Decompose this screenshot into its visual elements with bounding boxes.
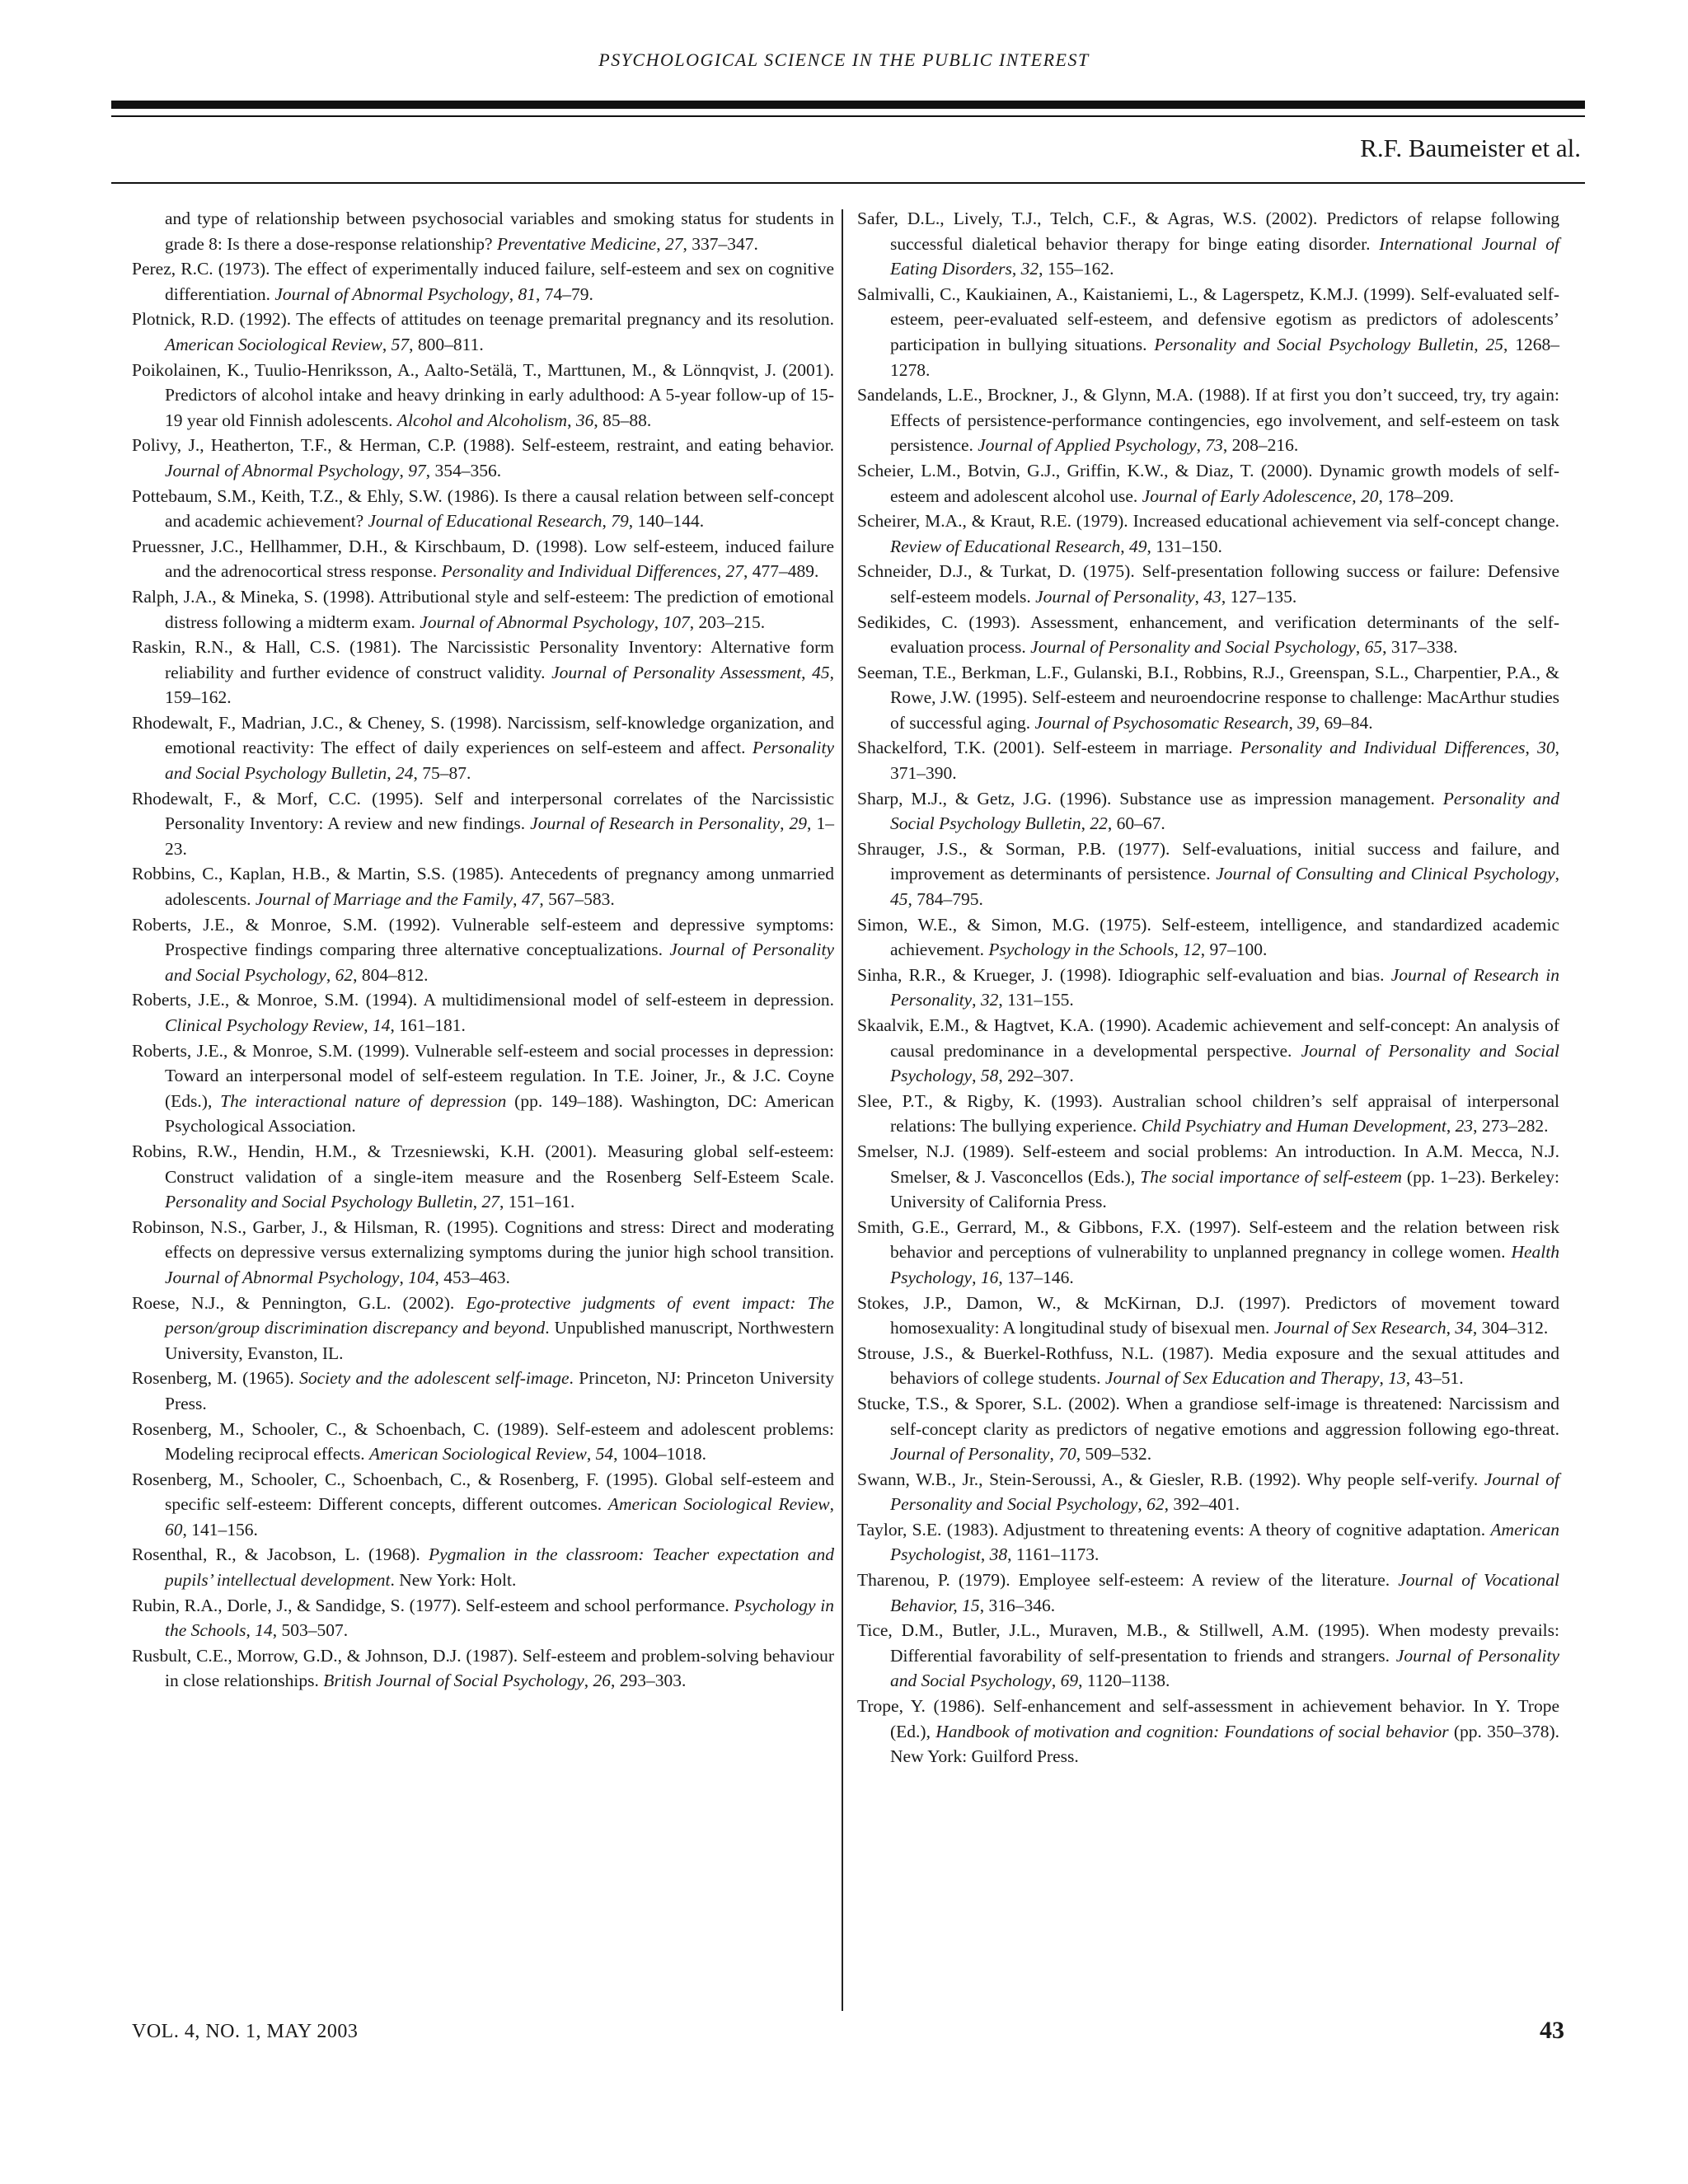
reference-text: , 337–347. bbox=[682, 233, 758, 254]
reference-text: Rhodewalt, F., Madrian, J.C., & Cheney, S. (1998). Narcissism, self-knowledge organization, and emotional reactivity: The effect of daily experiences on self-esteem and affect. bbox=[132, 712, 834, 758]
reference-text: , bbox=[382, 334, 392, 354]
reference-text: Seeman, T.E., Berkman, L.F., Gulanski, B.I., Robbins, R.J., Greenspan, S.L., Charpentier, P.A., & Rowe, J.W. (1995). Self-esteem and neuroendocrine response to challenge: MacArthur studies of successful aging. bbox=[857, 662, 1559, 733]
reference-text: , 477–489. bbox=[743, 561, 819, 582]
reference-italic-text: Journal of Sex Research bbox=[1273, 1318, 1447, 1338]
reference-entry bbox=[132, 1467, 834, 1543]
reference-text: , bbox=[1196, 435, 1206, 456]
reference-text: Strouse, J.S., & Buerkel-Rothfuss, N.L. (1987). Media exposure and the sexual attitudes and behaviors of college students. bbox=[857, 1343, 1559, 1389]
reference-text: , bbox=[1474, 334, 1486, 354]
reference-italic-text: 20 bbox=[1360, 485, 1379, 506]
reference-italic-text: 27 bbox=[725, 561, 743, 582]
reference-text: , 1–23. bbox=[165, 813, 834, 859]
reference-text: , 304–312. bbox=[1472, 1318, 1549, 1338]
reference-italic-text: Review of Educational Research bbox=[890, 536, 1121, 556]
reference-entry bbox=[132, 1542, 834, 1592]
reference-text: Simon, W.E., & Simon, M.G. (1975). Self-esteem, intelligence, and standardized academic achievement. bbox=[857, 914, 1559, 960]
reference-entry bbox=[132, 307, 834, 357]
reference-text: , bbox=[780, 813, 790, 834]
reference-italic-text: 29 bbox=[789, 813, 808, 834]
reference-text: Sinha, R.R., & Krueger, J. (1998). Idiographic self-evaluation and bias. bbox=[857, 964, 1391, 985]
reference-text: , bbox=[586, 1444, 596, 1465]
reference-italic-text: 79 bbox=[611, 511, 629, 532]
reference-entry bbox=[857, 1467, 1559, 1517]
reference-text: . New York: Holt. bbox=[390, 1570, 517, 1591]
reference-text: . Princeton, NJ: Princeton University Press. bbox=[165, 1368, 834, 1413]
reference-entry bbox=[857, 1139, 1559, 1215]
reference-text: Smith, G.E., Gerrard, M., & Gibbons, F.X. (1997). Self-esteem and the relation between risk behavior and perceptions of vulnerability to unplanned pregnancy in college women. bbox=[857, 1216, 1559, 1263]
reference-entry bbox=[857, 1517, 1559, 1568]
reference-text: , bbox=[1011, 259, 1021, 279]
reference-text: , bbox=[363, 1015, 373, 1035]
reference-entry bbox=[132, 484, 834, 534]
reference-text: Rubin, R.A., Dorle, J., & Sandidge, S. (1977). Self-esteem and school performance. bbox=[132, 1595, 734, 1615]
reference-text: , 784–795. bbox=[907, 889, 983, 910]
reference-italic-text: Handbook of motivation and cognition: Foundations of social behavior bbox=[935, 1721, 1449, 1741]
reference-entry bbox=[132, 256, 834, 307]
reference-text: Smelser, N.J. (1989). Self-esteem and social problems: An introduction. In A.M. Mecca, N.J. Smelser, & J. Vasconcellos (Eds.), bbox=[857, 1141, 1559, 1187]
reference-text: Schneider, D.J., & Turkat, D. (1975). Self-presentation following success or failure: Defensive self-esteem models. bbox=[857, 561, 1559, 607]
reference-text: (pp. 1–23). Berkeley: University of California Press. bbox=[890, 1166, 1559, 1212]
reference-text: , 1268–1278. bbox=[890, 334, 1559, 380]
reference-text: Rhodewalt, F., & Morf, C.C. (1995). Self and interpersonal correlates of the Narcissistic Personality Inventory: A review and new findings. bbox=[132, 788, 834, 834]
reference-entry bbox=[857, 206, 1559, 282]
reference-text: , 60–67. bbox=[1107, 813, 1165, 834]
reference-entry bbox=[857, 912, 1559, 963]
reference-text: , 151–161. bbox=[499, 1192, 575, 1212]
reference-entry bbox=[857, 458, 1559, 509]
reference-text: , 178–209. bbox=[1378, 485, 1454, 506]
reference-italic-text: American Sociological Review bbox=[165, 334, 382, 354]
reference-text: , bbox=[1174, 940, 1184, 960]
reference-text: , 203–215. bbox=[689, 612, 766, 632]
reference-italic-text: 49 bbox=[1128, 536, 1147, 556]
reference-text: , bbox=[1051, 1671, 1061, 1691]
reference-text: , 354–356. bbox=[425, 460, 502, 480]
reference-text: , bbox=[1137, 1494, 1147, 1515]
reference-italic-text: Journal of Personality and Social Psychology bbox=[890, 1469, 1559, 1515]
reference-entry bbox=[132, 1291, 834, 1366]
reference-italic-text: 58 bbox=[980, 1066, 999, 1086]
reference-italic-text: 97 bbox=[408, 460, 426, 480]
reference-text: , 371–390. bbox=[890, 738, 1559, 784]
reference-text: , 509–532. bbox=[1076, 1444, 1152, 1465]
reference-text: , bbox=[1288, 712, 1298, 733]
reference-text: , bbox=[567, 410, 576, 430]
reference-entry bbox=[132, 1417, 834, 1467]
reference-text: , 503–507. bbox=[272, 1620, 349, 1641]
reference-text: , bbox=[1120, 536, 1129, 556]
reference-entry bbox=[132, 358, 834, 434]
reference-entry bbox=[132, 1215, 834, 1291]
reference-text: , bbox=[1446, 1116, 1456, 1137]
reference-text: , bbox=[399, 1267, 409, 1287]
reference-italic-text: American Psychologist bbox=[890, 1519, 1559, 1565]
reference-italic-text: Journal of Sex Education and Therapy bbox=[1104, 1368, 1380, 1389]
reference-text: , bbox=[829, 1494, 834, 1515]
reference-italic-text: 27 bbox=[664, 233, 683, 254]
reference-italic-text: Journal of Abnormal Psychology bbox=[420, 612, 654, 632]
reference-text: , 137–146. bbox=[998, 1267, 1074, 1287]
reference-italic-text: Journal of Personality and Social Psychology bbox=[1030, 637, 1356, 658]
reference-text: Tice, D.M., Butler, J.L., Muraven, M.B., & Stillwell, A.M. (1995). When modesty prevails: Differential favorability of self-presentation to friends and strangers. bbox=[857, 1620, 1559, 1666]
reference-text: , bbox=[513, 889, 522, 910]
reference-italic-text: 26 bbox=[593, 1671, 612, 1691]
reference-entry bbox=[132, 861, 834, 912]
reference-italic-text: 36 bbox=[575, 410, 594, 430]
reference-entry bbox=[132, 1366, 834, 1416]
reference-text: , 131–155. bbox=[998, 990, 1074, 1010]
reference-italic-text: Journal of Consulting and Clinical Psychology bbox=[1216, 864, 1555, 884]
reference-text: , 1161–1173. bbox=[1007, 1544, 1100, 1565]
reference-text: , 453–463. bbox=[434, 1267, 510, 1287]
reference-text: Scheier, L.M., Botvin, G.J., Griffin, K.W., & Diaz, T. (2000). Dynamic growth models of self-esteem and adolescent alcohol use. bbox=[857, 460, 1559, 506]
reference-italic-text: Health Psychology bbox=[890, 1242, 1559, 1287]
reference-entry bbox=[857, 1618, 1559, 1694]
reference-entry bbox=[857, 1089, 1559, 1139]
reference-text: and type of relationship between psychosocial variables and smoking status for students in grade 8: Is there a dose-response relationship? bbox=[165, 209, 834, 254]
reference-text: , 74–79. bbox=[536, 284, 593, 304]
reference-entry bbox=[132, 584, 834, 635]
reference-text: . Unpublished manuscript, Northwestern University, Evanston, IL. bbox=[165, 1318, 834, 1363]
reference-entry bbox=[132, 635, 834, 710]
reference-italic-text: Journal of Personality and Social Psychology bbox=[165, 940, 834, 985]
reference-text: Sandelands, L.E., Brockner, J., & Glynn, M.A. (1988). If at first you don’t succeed, try, try again: Effects of persistence-performance contingencies, ego involvement, and self-esteem on task persistence. bbox=[857, 385, 1559, 456]
reference-italic-text: Journal of Applied Psychology bbox=[978, 435, 1197, 456]
reference-text: Roberts, J.E., & Monroe, S.M. (1999). Vulnerable self-esteem and social processes in depression: Toward an interpersonal model of self-esteem regulation. In T.E. Joiner, Jr., & J.C. Coyne (Eds.), bbox=[132, 1040, 834, 1111]
reference-text: , 127–135. bbox=[1221, 586, 1297, 607]
reference-text: , 1120–1138. bbox=[1078, 1671, 1170, 1691]
reference-italic-text: 107 bbox=[663, 612, 690, 632]
reference-text: Rosenberg, M., Schooler, C., Schoenbach, C., & Rosenberg, F. (1995). Global self-esteem and specific self-esteem: Different concepts, different outcomes. bbox=[132, 1469, 834, 1515]
reference-text: , bbox=[972, 1267, 981, 1287]
reference-text: , bbox=[246, 1620, 256, 1641]
reference-text: , 85–88. bbox=[593, 410, 652, 430]
reference-italic-text: Journal of Abnormal Psychology bbox=[165, 1267, 400, 1287]
reference-text: , bbox=[1352, 485, 1361, 506]
reference-text: Plotnick, R.D. (1992). The effects of attitudes on teenage premarital pregnancy and its resolution. bbox=[132, 309, 834, 330]
reference-text: (pp. 149–188). Washington, DC: American Psychological Association. bbox=[165, 1090, 834, 1137]
reference-italic-text: 45 bbox=[890, 889, 908, 910]
reference-italic-text: Personality and Social Psychology Bulletin bbox=[1154, 334, 1475, 354]
reference-text: , bbox=[326, 964, 335, 985]
reference-italic-text: 38 bbox=[989, 1544, 1008, 1565]
reference-italic-text: Personality and Social Psychology Bulletin bbox=[165, 738, 834, 784]
reference-italic-text: 14 bbox=[255, 1620, 273, 1641]
reference-text: Pruessner, J.C., Hellhammer, D.H., & Kirschbaum, D. (1998). Low self-esteem, induced failure and the adrenocortical stress response. bbox=[132, 536, 834, 582]
reference-italic-text: Personality and Social Psychology Bulletin bbox=[165, 1192, 473, 1212]
header-rule-thick bbox=[111, 101, 1585, 109]
reference-text: Skaalvik, E.M., & Hagtvet, K.A. (1990). Academic achievement and self-concept: An analysis of causal predominance in a developmental perspective. bbox=[857, 1015, 1559, 1061]
reference-entry bbox=[132, 912, 834, 988]
reference-text: Robbins, C., Kaplan, H.B., & Martin, S.S. (1985). Antecedents of pregnancy among unmarried adolescents. bbox=[132, 864, 834, 910]
reference-entry bbox=[857, 837, 1559, 912]
reference-italic-text: 45 bbox=[812, 662, 830, 682]
reference-italic-text: Psychology in the Schools bbox=[988, 940, 1175, 960]
reference-italic-text: British Journal of Social Psychology bbox=[323, 1671, 584, 1691]
reference-text: , 800–811. bbox=[409, 334, 484, 354]
running-header: PSYCHOLOGICAL SCIENCE IN THE PUBLIC INTEREST bbox=[598, 49, 1090, 70]
reference-text: Poikolainen, K., Tuulio-Henriksson, A., Aalto-Setälä, T., Marttunen, M., & Lönnqvist, J. (2001). Predictors of alcohol intake and heavy drinking in early adulthood: A 5-year follow-up of 15-19 year old Finnish adolescents. bbox=[132, 359, 834, 430]
reference-entry bbox=[132, 710, 834, 786]
reference-italic-text: Journal of Psychosomatic Research bbox=[1034, 712, 1289, 733]
reference-text: Tharenou, P. (1979). Employee self-esteem: A review of the literature. bbox=[857, 1570, 1399, 1591]
reference-italic-text: Journal of Personality Assessment bbox=[551, 662, 802, 682]
reference-text: Robins, R.W., Hendin, H.M., & Trzesniewski, K.H. (2001). Measuring global self-esteem: Construct validation of a single-item measure and the Rosenberg Self-Esteem Scale. bbox=[132, 1141, 834, 1187]
reference-italic-text: Journal of Personality and Social Psychology bbox=[890, 1040, 1559, 1086]
reference-text: , 292–307. bbox=[998, 1066, 1074, 1086]
reference-entry bbox=[857, 1694, 1559, 1769]
reference-italic-text: International Journal of Eating Disorders bbox=[890, 233, 1559, 279]
reference-italic-text: 39 bbox=[1297, 712, 1315, 733]
reference-entry bbox=[857, 786, 1559, 837]
reference-italic-text: Child Psychiatry and Human Development bbox=[1141, 1116, 1447, 1137]
reference-text: , bbox=[387, 763, 396, 784]
reference-italic-text: 73 bbox=[1205, 435, 1223, 456]
reference-entry bbox=[132, 1139, 834, 1215]
reference-italic-text: Journal of Personality bbox=[1035, 586, 1195, 607]
reference-italic-text: 62 bbox=[1146, 1494, 1165, 1515]
reference-italic-text: Psychology in the Schools bbox=[165, 1595, 834, 1641]
reference-italic-text: 60 bbox=[165, 1519, 183, 1540]
reference-text: , bbox=[1194, 586, 1204, 607]
reference-entry bbox=[132, 1643, 834, 1694]
reference-entry bbox=[857, 735, 1559, 785]
reference-italic-text: Journal of Abnormal Psychology bbox=[274, 284, 509, 304]
reference-italic-text: Personality and Social Psychology Bulletin bbox=[890, 788, 1559, 834]
reference-italic-text: 104 bbox=[408, 1267, 435, 1287]
reference-entry bbox=[857, 382, 1559, 458]
reference-text: , bbox=[980, 1544, 990, 1565]
reference-text: , 293–303. bbox=[611, 1671, 687, 1691]
reference-entry bbox=[857, 509, 1559, 559]
reference-text: Trope, Y. (1986). Self-enhancement and self-assessment in achievement behavior. In Y. Trope (Ed.), bbox=[857, 1696, 1559, 1741]
column-divider bbox=[842, 209, 843, 2011]
reference-text: (pp. 350–378). New York: Guilford Press. bbox=[890, 1721, 1559, 1767]
reference-italic-text: American Sociological Review bbox=[368, 1444, 587, 1465]
reference-entry bbox=[132, 1593, 834, 1643]
reference-text: Polivy, J., Heatherton, T.F., & Herman, C.P. (1988). Self-esteem, restraint, and eating behavior. bbox=[132, 435, 834, 456]
reference-column-right bbox=[857, 206, 1559, 1769]
reference-italic-text: Journal of Educational Research bbox=[368, 511, 603, 532]
reference-text: Safer, D.L., Lively, T.J., Telch, C.F., & Agras, W.S. (2002). Predictors of relapse following successful dialetical behavior therapy for binge eating disorder. bbox=[857, 209, 1559, 254]
reference-text: , bbox=[1554, 864, 1559, 884]
reference-text: , 159–162. bbox=[165, 662, 835, 708]
reference-text: , bbox=[716, 561, 726, 582]
reference-text: , 161–181. bbox=[390, 1015, 466, 1035]
reference-text: Sedikides, C. (1993). Assessment, enhancement, and verification determinants of the self-evaluation process. bbox=[857, 612, 1559, 658]
reference-italic-text: The interactional nature of depression bbox=[220, 1090, 507, 1111]
reference-entry bbox=[857, 963, 1559, 1013]
reference-italic-text: 30 bbox=[1537, 738, 1555, 758]
reference-italic-text: 27 bbox=[481, 1192, 500, 1212]
reference-text: , 316–346. bbox=[979, 1595, 1056, 1615]
reference-text: , 43–51. bbox=[1405, 1368, 1464, 1389]
reference-text: , bbox=[654, 612, 663, 632]
reference-italic-text: 43 bbox=[1203, 586, 1221, 607]
reference-text: Rusbult, C.E., Morrow, G.D., & Johnson, D.J. (1987). Self-esteem and problem-solving behaviour in close relationships. bbox=[132, 1645, 834, 1691]
reference-italic-text: Journal of Research in Personality bbox=[530, 813, 781, 834]
reference-entry bbox=[857, 660, 1559, 736]
reference-text: , bbox=[656, 233, 665, 254]
reference-text: , 567–583. bbox=[539, 889, 615, 910]
reference-italic-text: Journal of Personality bbox=[890, 1444, 1050, 1465]
reference-italic-text: 23 bbox=[1455, 1116, 1474, 1137]
reference-italic-text: American Sociological Review bbox=[607, 1494, 830, 1515]
reference-italic-text: 69 bbox=[1060, 1671, 1079, 1691]
running-authors: R.F. Baumeister et al. bbox=[1360, 134, 1581, 162]
reference-text: , 75–87. bbox=[413, 763, 471, 784]
reference-italic-text: Journal of Early Adolescence bbox=[1142, 485, 1353, 506]
reference-text: Scheirer, M.A., & Kraut, R.E. (1979). Increased educational achievement via self-concept change. bbox=[857, 511, 1559, 532]
reference-italic-text: Journal of Personality and Social Psychology bbox=[890, 1645, 1559, 1691]
reference-entry bbox=[857, 1215, 1559, 1291]
reference-italic-text: Journal of Abnormal Psychology bbox=[165, 460, 400, 480]
reference-text: Roberts, J.E., & Monroe, S.M. (1994). A multidimensional model of self-esteem in depression. bbox=[132, 990, 834, 1010]
reference-entry bbox=[132, 433, 834, 483]
reference-entry bbox=[132, 786, 834, 862]
reference-entry bbox=[132, 987, 834, 1038]
reference-text: , 273–282. bbox=[1473, 1116, 1549, 1137]
reference-text: Rosenberg, M. (1965). bbox=[132, 1368, 300, 1389]
reference-entry bbox=[132, 1038, 834, 1139]
reference-italic-text: Ego-protective judgments of event impact: The person/group discrimination discrepancy and beyond bbox=[165, 1292, 834, 1338]
header-rule-thin bbox=[111, 115, 1585, 117]
reference-text: Robinson, N.S., Garber, J., & Hilsman, R. (1995). Cognitions and stress: Direct and moderating effects on depressive versus externalizing symptoms during the junior high school transition. bbox=[132, 1216, 834, 1263]
reference-text: Sharp, M.J., & Getz, J.G. (1996). Substance use as impression management. bbox=[857, 788, 1443, 808]
reference-text: , 141–156. bbox=[182, 1519, 258, 1540]
reference-italic-text: The social importance of self-esteem bbox=[1140, 1166, 1402, 1187]
reference-text: , bbox=[1379, 1368, 1389, 1389]
reference-text: , bbox=[1355, 637, 1365, 658]
reference-text: Rosenberg, M., Schooler, C., & Schoenbach, C. (1989). Self-esteem and adolescent problems: Modeling reciprocal effects. bbox=[132, 1418, 834, 1465]
reference-text: , bbox=[584, 1671, 593, 1691]
reference-text: , bbox=[1049, 1444, 1059, 1465]
reference-text: Pottebaum, S.M., Keith, T.Z., & Ehly, S.W. (1986). Is there a causal relation between self-concept and academic achievement? bbox=[132, 485, 834, 532]
reference-entry bbox=[857, 1013, 1559, 1089]
reference-text: Stucke, T.S., & Sporer, S.L. (2002). When a grandiose self-image is threatened: Narcissism and self-concept clarity as predictors of negative emotions and aggression following ego-threat. bbox=[857, 1393, 1559, 1439]
reference-text: , bbox=[509, 284, 518, 304]
reference-text: , bbox=[1081, 813, 1090, 834]
reference-italic-text: Alcohol and Alcoholism bbox=[396, 410, 568, 430]
reference-text: , 97–100. bbox=[1200, 940, 1268, 960]
reference-entry bbox=[857, 610, 1559, 660]
reference-italic-text: 22 bbox=[1090, 813, 1108, 834]
reference-italic-text: 16 bbox=[980, 1267, 999, 1287]
reference-text: , bbox=[399, 460, 409, 480]
reference-italic-text: Preventative Medicine bbox=[496, 233, 657, 254]
reference-text: Shrauger, J.S., & Sorman, P.B. (1977). Self-evaluations, initial success and failure, and improvement as determinants of persistence. bbox=[857, 838, 1559, 884]
reference-text: Rosenthal, R., & Jacobson, L. (1968). bbox=[132, 1544, 429, 1565]
reference-italic-text: Clinical Psychology Review bbox=[165, 1015, 364, 1035]
reference-text: , bbox=[972, 990, 981, 1010]
reference-italic-text: Pygmalion in the classroom: Teacher expectation and pupils’ intellectual development bbox=[165, 1544, 835, 1591]
reference-entry bbox=[857, 282, 1559, 382]
reference-entry bbox=[857, 1391, 1559, 1467]
reference-italic-text: 14 bbox=[372, 1015, 391, 1035]
reference-entry bbox=[132, 206, 834, 256]
reference-italic-text: 13 bbox=[1388, 1368, 1406, 1389]
reference-entry bbox=[857, 1291, 1559, 1341]
reference-italic-text: 12 bbox=[1183, 940, 1201, 960]
reference-italic-text: 65 bbox=[1364, 637, 1383, 658]
reference-italic-text: 70 bbox=[1058, 1444, 1076, 1465]
reference-text: , 155–162. bbox=[1039, 259, 1114, 279]
page-number: 43 bbox=[1540, 2017, 1564, 2044]
reference-text: , bbox=[801, 662, 813, 682]
reference-italic-text: Society and the adolescent self-image bbox=[299, 1368, 570, 1389]
reference-text: , 392–401. bbox=[1164, 1494, 1240, 1515]
reference-text: Taylor, S.E. (1983). Adjustment to threatening events: A theory of cognitive adaptation. bbox=[857, 1519, 1491, 1540]
reference-text: , 804–812. bbox=[353, 964, 429, 985]
reference-text: , 208–216. bbox=[1222, 435, 1299, 456]
reference-italic-text: 34 bbox=[1455, 1318, 1473, 1338]
reference-text: Roberts, J.E., & Monroe, S.M. (1992). Vulnerable self-esteem and depressive symptoms: Prospective findings comparing three alternative conceptualizations. bbox=[132, 914, 834, 960]
reference-entry bbox=[857, 1568, 1559, 1618]
reference-italic-text: Personality and Individual Differences bbox=[441, 561, 717, 582]
reference-text: , 140–144. bbox=[628, 511, 705, 532]
reference-italic-text: Journal of Research in Personality bbox=[890, 964, 1559, 1010]
reference-italic-text: 57 bbox=[391, 334, 410, 354]
reference-text: Shackelford, T.K. (2001). Self-esteem in marriage. bbox=[857, 738, 1240, 758]
reference-italic-text: 32 bbox=[980, 990, 999, 1010]
reference-text: Slee, P.T., & Rigby, K. (1993). Australian school children’s self appraisal of interpersonal relations: The bullying experience. bbox=[857, 1090, 1559, 1137]
reference-entry bbox=[132, 534, 834, 584]
reference-text: , bbox=[602, 511, 612, 532]
reference-italic-text: 81 bbox=[518, 284, 537, 304]
reference-column-left bbox=[132, 206, 834, 1694]
reference-text: , bbox=[1525, 738, 1538, 758]
reference-text: , 1004–1018. bbox=[613, 1444, 706, 1465]
reference-italic-text: Personality and Individual Differences bbox=[1240, 738, 1526, 758]
reference-text: Roese, N.J., & Pennington, G.L. (2002). bbox=[132, 1292, 467, 1313]
reference-text: Raskin, R.N., & Hall, C.S. (1981). The Narcissistic Personality Inventory: Alternative form reliability and further evidence of construct validity. bbox=[132, 637, 834, 682]
reference-italic-text: Journal of Marriage and the Family bbox=[255, 889, 513, 910]
reference-text: Perez, R.C. (1973). The effect of experimentally induced failure, self-esteem and sex on cognitive differentiation. bbox=[132, 259, 834, 304]
reference-italic-text: 62 bbox=[335, 964, 354, 985]
reference-text: Stokes, J.P., Damon, W., & McKirnan, D.J. (1997). Predictors of movement toward homosexuality: A longitudinal study of bisexual men. bbox=[857, 1292, 1559, 1338]
reference-italic-text: 24 bbox=[396, 763, 414, 784]
volume-info: VOL. 4, NO. 1, MAY 2003 bbox=[132, 2021, 359, 2042]
header-rule-bottom bbox=[111, 182, 1585, 184]
reference-italic-text: 54 bbox=[595, 1444, 614, 1465]
reference-italic-text: 25 bbox=[1485, 334, 1503, 354]
reference-text: , 131–150. bbox=[1146, 536, 1222, 556]
reference-text: , bbox=[972, 1066, 981, 1086]
reference-text: Swann, W.B., Jr., Stein-Seroussi, A., & Giesler, R.B. (1992). Why people self-verify. bbox=[857, 1469, 1484, 1489]
reference-text: , bbox=[1446, 1318, 1456, 1338]
reference-text: , bbox=[472, 1192, 482, 1212]
reference-entry bbox=[857, 559, 1559, 609]
reference-text: , 69–84. bbox=[1315, 712, 1373, 733]
reference-italic-text: 47 bbox=[521, 889, 540, 910]
reference-text: , 317–338. bbox=[1382, 637, 1458, 658]
reference-italic-text: Journal of Vocational Behavior, 15 bbox=[890, 1570, 1559, 1615]
reference-text: Salmivalli, C., Kaukiainen, A., Kaistaniemi, L., & Lagerspetz, K.M.J. (1999). Self-evaluated self-esteem, peer-evaluated self-esteem, and defensive egotism as predictors of adolescents’ participation in bullying situations. bbox=[857, 284, 1559, 354]
reference-text: Ralph, J.A., & Mineka, S. (1998). Attributional style and self-esteem: The prediction of emotional distress following a midterm exam. bbox=[132, 586, 834, 632]
reference-italic-text: 32 bbox=[1020, 259, 1039, 279]
reference-entry bbox=[857, 1341, 1559, 1391]
